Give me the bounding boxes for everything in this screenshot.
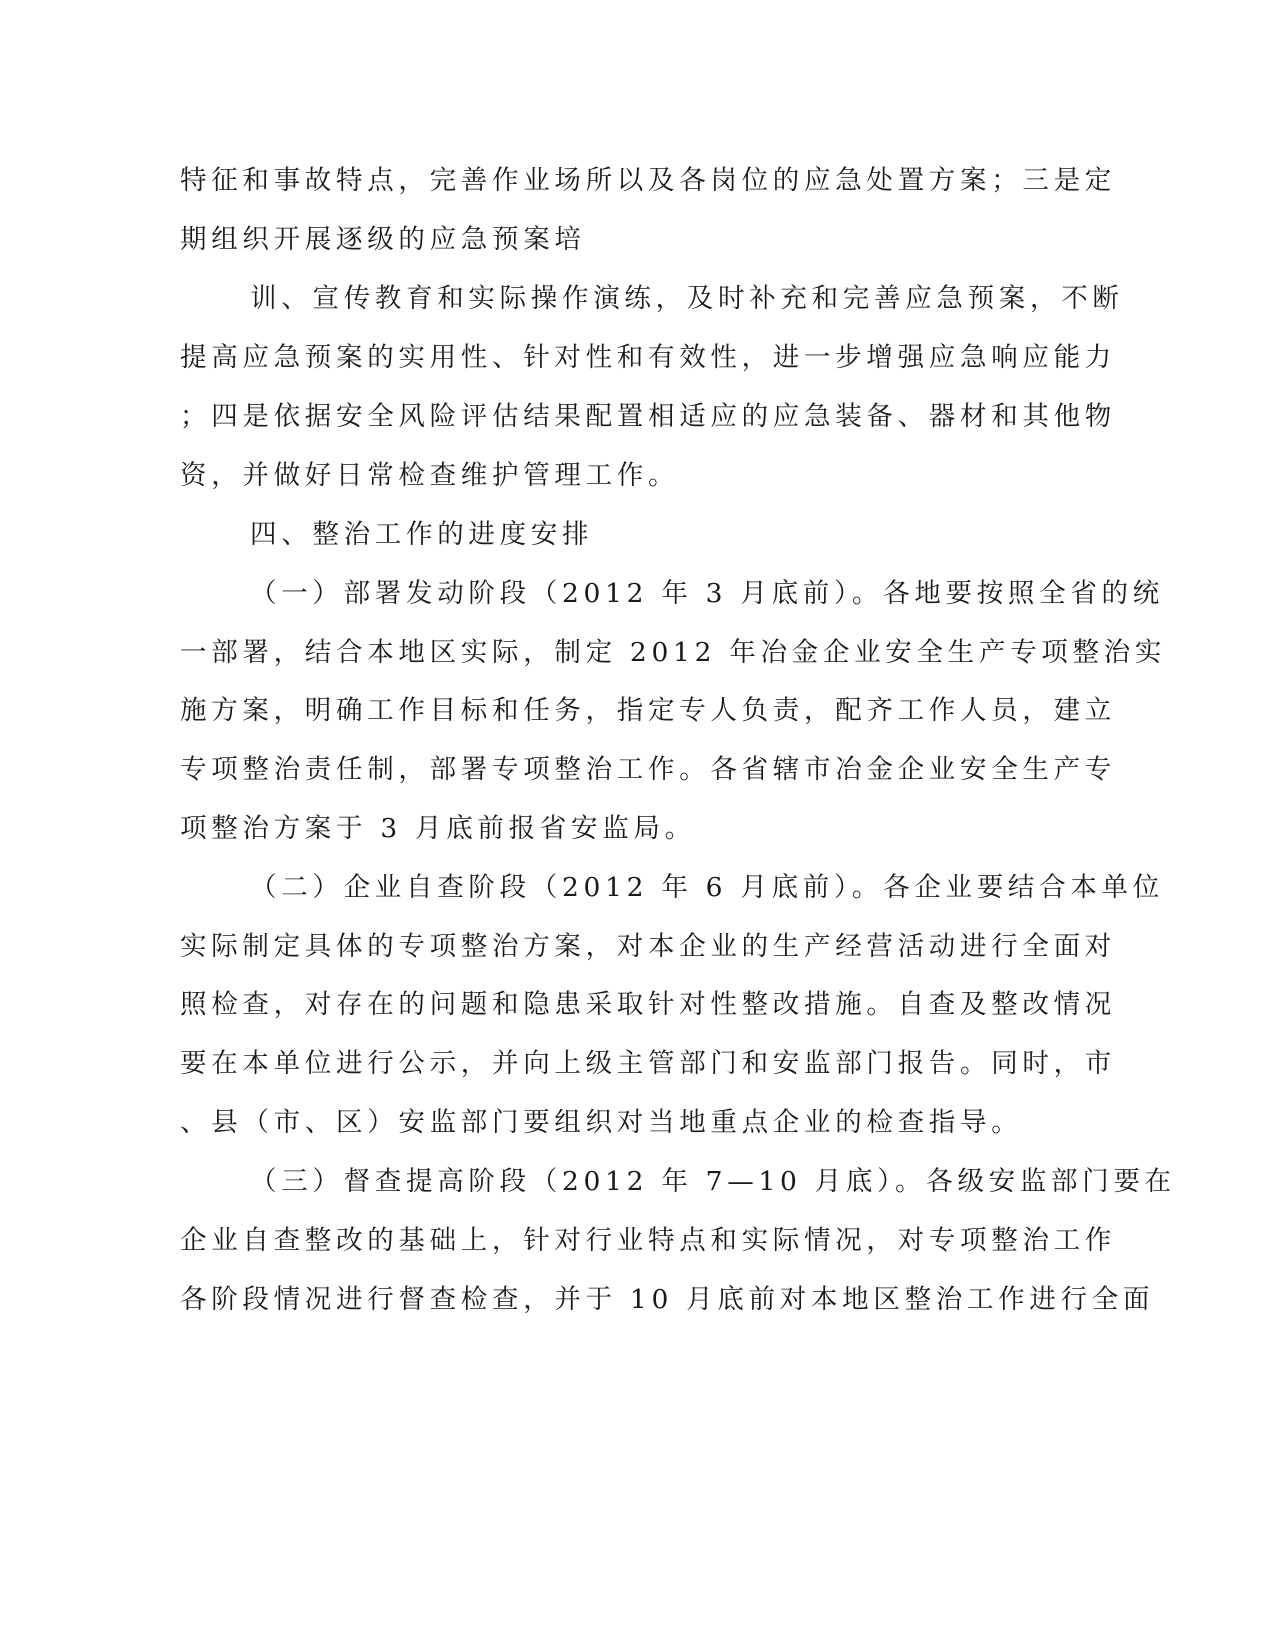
text-line-20: 各阶段情况进行督查检查，并于 10 月底前对本地区整治工作进行全面 [180,1284,1155,1315]
text-line-9: 一部署，结合本地区实际，制定 2012 年冶金企业安全生产专项整治实 [180,637,1167,668]
text-line-4: 提高应急预案的实用性、针对性和有效性，进一步增强应急响应能力 [180,342,1116,373]
text-line-10: 施方案，明确工作目标和任务，指定专人负责，配齐工作人员，建立 [180,695,1116,726]
section-heading: 四、整治工作的进度安排 [250,519,594,550]
text-line-6: 资，并做好日常检查维护管理工作。 [180,460,680,491]
text-line-13: （二）企业自查阶段（2012 年 6 月底前）。各企业要结合本单位 [250,872,1164,903]
text-line-8: （一）部署发动阶段（2012 年 3 月底前）。各地要按照全省的统 [250,578,1164,609]
text-line-12: 项整治方案于 3 月底前报省安监局。 [180,813,696,844]
text-line-16: 要在本单位进行公示，并向上级主管部门和安监部门报告。同时，市 [180,1048,1116,1079]
text-line-19: 企业自查整改的基础上，针对行业特点和实际情况，对专项整治工作 [180,1225,1116,1256]
text-line-3: 训、宣传教育和实际操作演练，及时补充和完善应急预案，不断 [250,283,1124,314]
text-line-5: ；四是依据安全风险评估结果配置相适应的应急装备、器材和其他物 [180,401,1116,432]
text-line-14: 实际制定具体的专项整治方案，对本企业的生产经营活动进行全面对 [180,931,1116,962]
text-line-1: 特征和事故特点，完善作业场所以及各岗位的应急处置方案；三是定 [180,165,1116,196]
text-line-15: 照检查，对存在的问题和隐患采取针对性整改措施。自查及整改情况 [180,989,1116,1020]
text-line-18: （三）督查提高阶段（2012 年 7—10 月底）。各级安监部门要在 [250,1166,1176,1197]
text-line-2: 期组织开展逐级的应急预案培 [180,224,586,255]
text-line-11: 专项整治责任制，部署专项整治工作。各省辖市冶金企业安全生产专 [180,754,1116,785]
text-line-17: 、县（市、区）安监部门要组织对当地重点企业的检查指导。 [180,1107,1023,1138]
